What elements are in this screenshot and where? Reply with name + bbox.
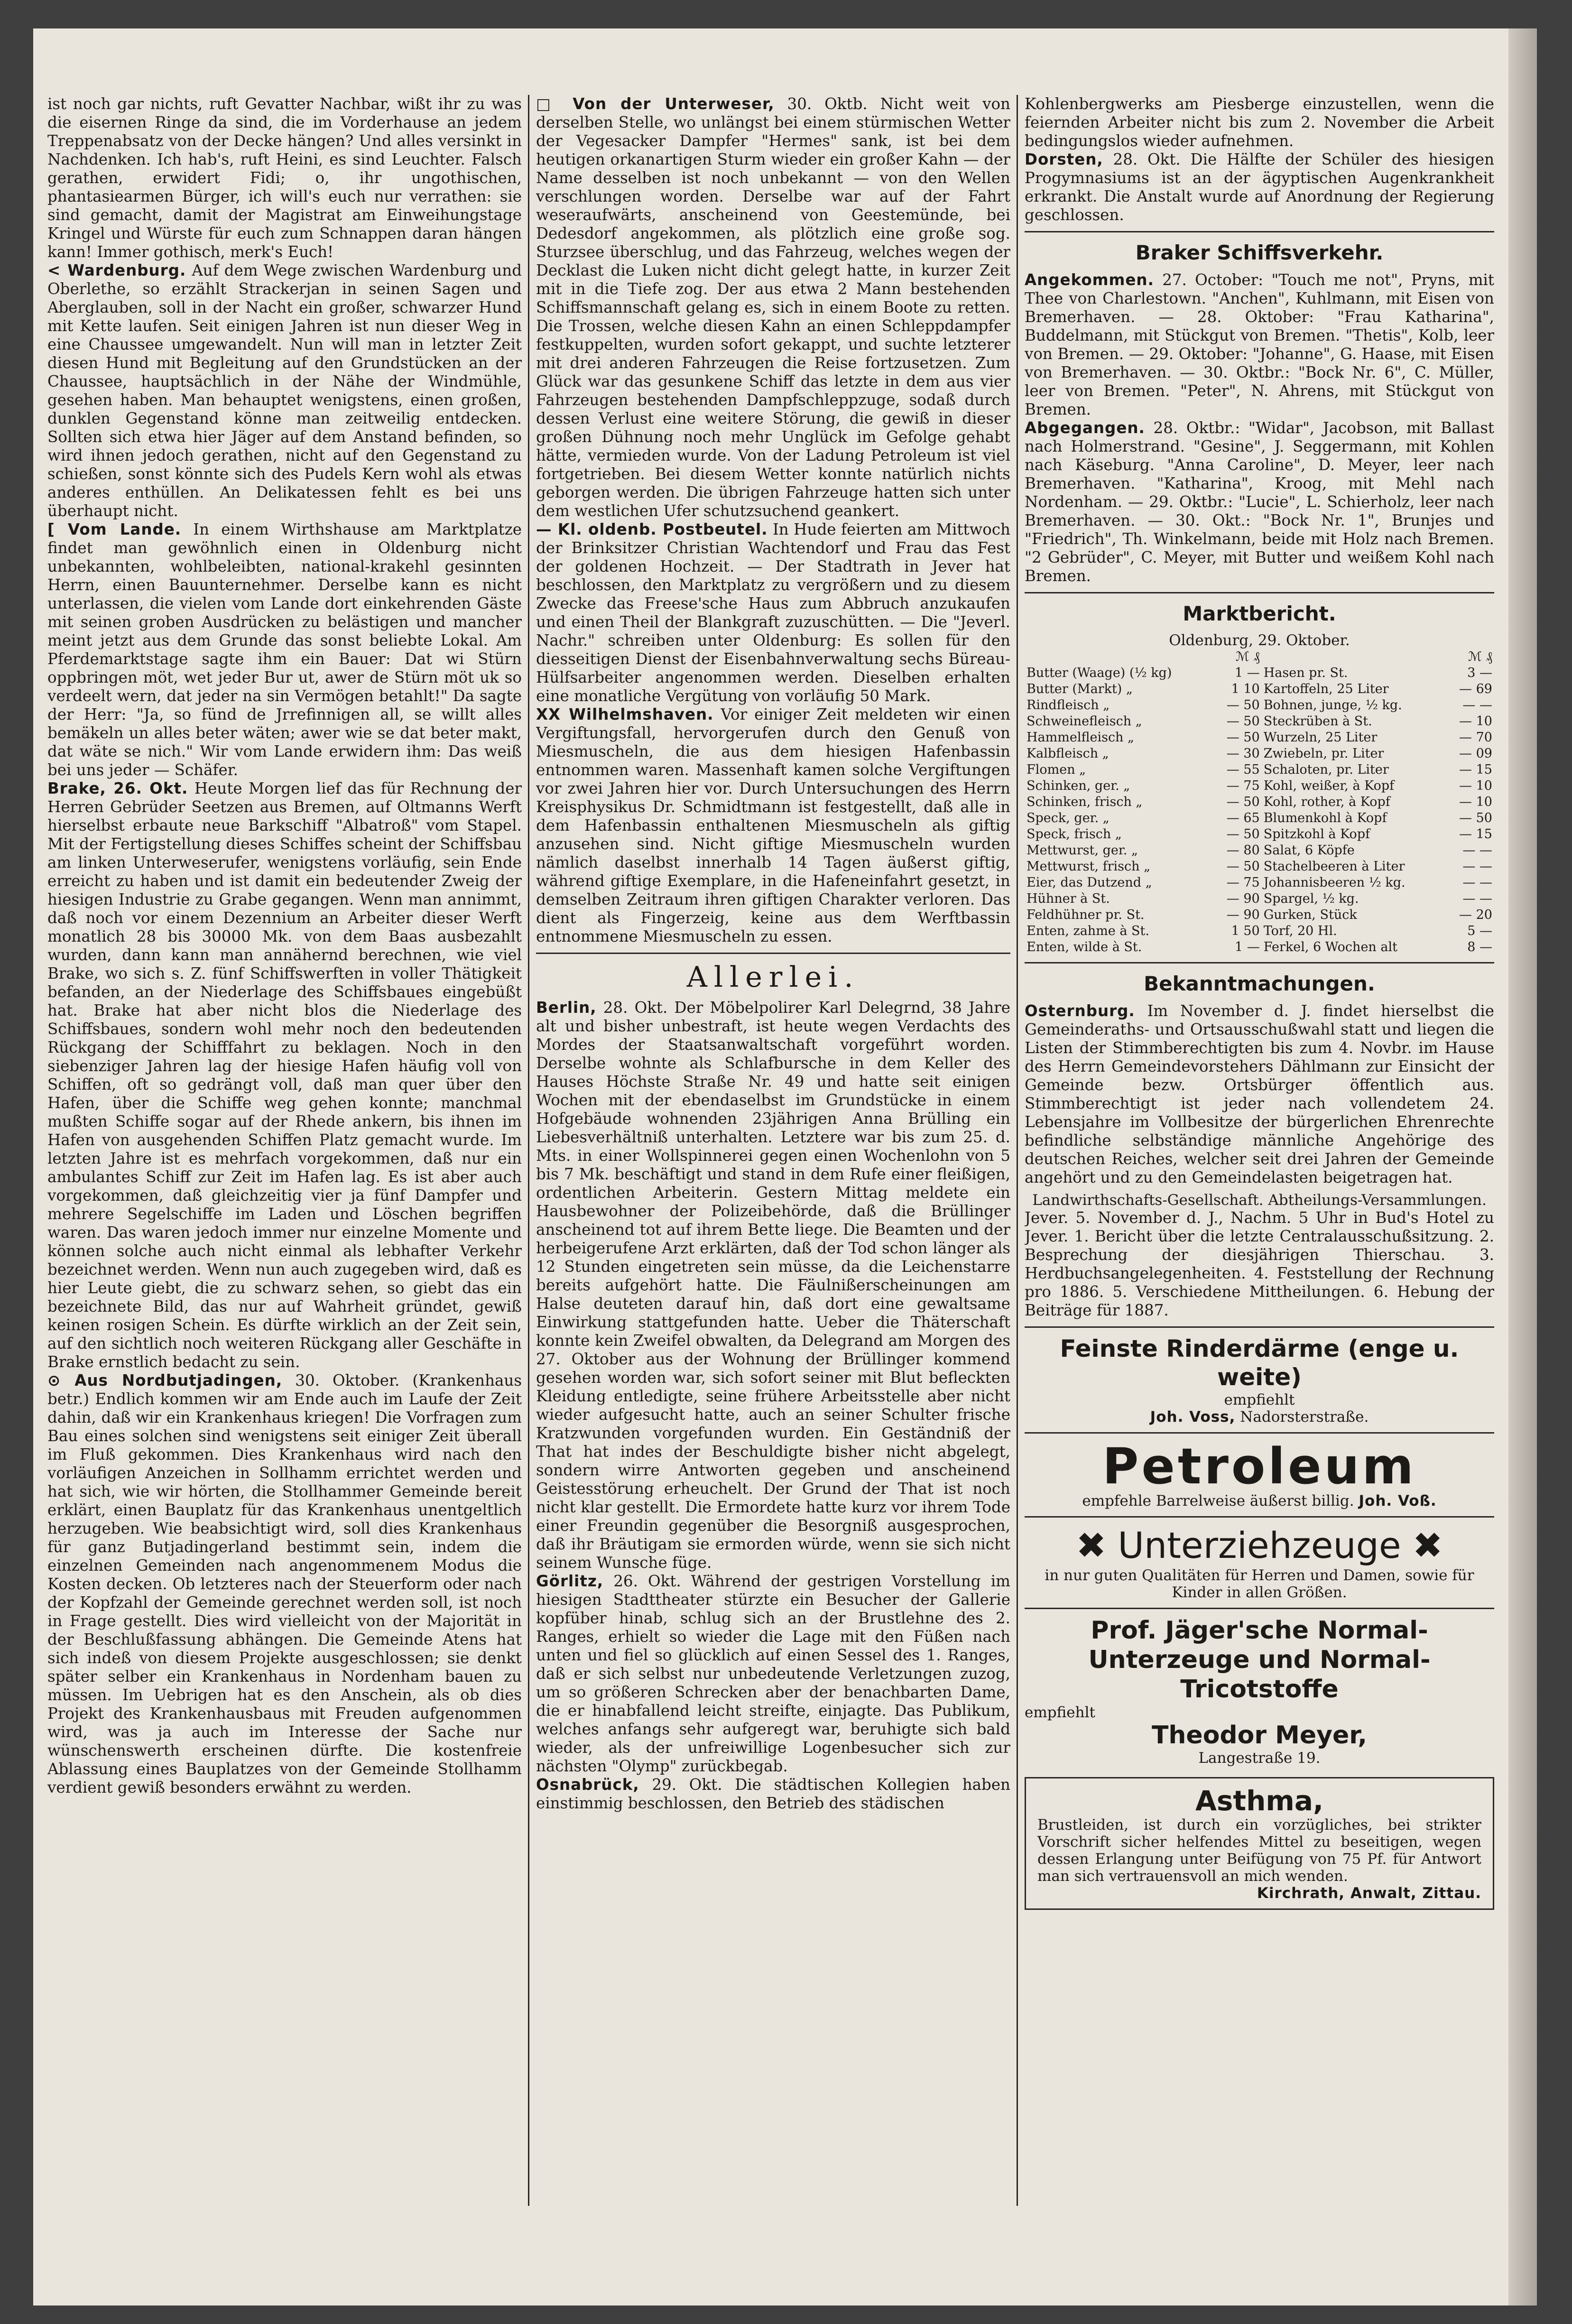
market-item-right: Johannisbeeren ½ kg.	[1263, 875, 1406, 890]
divider	[1025, 1516, 1494, 1518]
market-price-left: — 50	[1226, 714, 1260, 729]
market-price-left: — 55	[1226, 762, 1260, 777]
ad-rinderdaerme-address: Nadorsterstraße.	[1240, 1408, 1369, 1426]
market-item-left: Schinken, ger. „	[1026, 778, 1130, 793]
market-item-right: Gurken, Stück	[1263, 907, 1357, 922]
market-price-left: — 50	[1226, 859, 1260, 874]
market-row	[1025, 794, 1494, 810]
market-row	[1025, 730, 1494, 746]
market-item-right: Kohl, weißer, à Kopf	[1263, 778, 1395, 793]
market-price-right: — —	[1462, 698, 1492, 713]
divider	[1025, 1432, 1494, 1434]
market-row	[1025, 939, 1494, 955]
market-price-left: — 75	[1226, 875, 1260, 890]
article-unterweser: □ Von der Unterweser, 30. Oktb. Nicht weit von derselben Stelle, wo unlängst bei einem stürmischen Wetter der Vegesacker Dampfer "Hermes" sank, ist bei dem heutigen orkanartigen Sturm wieder ein großer Kahn — der Name desselben ist noch unbekannt — von den Wellen verschlungen worden. Derselbe war auf der Fahrt weseraufwärts, anscheinend von Geestemünde, bei Dedesdorf angekommen, als plötzlich eine große sog. Sturzsee überschlug, und das Fahrzeug, welches wegen der Decklast die Luken nicht dicht gelegt hatte, in kurzer Zeit mit in die Tiefe zog. Der aus etwa 2 Mann bestehenden Schiffsmannschaft gelang es, sich in einem Boote zu retten. Die Trossen, welche diesen Kahn an einen Schleppdampfer festkuppelten, wurden sofort gekappt, und suchte letzterer mit drei anderen Fahrzeugen die Reise fortzusetzen. Zum Glück war das gesunkene Schiff das letzte in dem aus vier Fahrzeugen bestehenden Dampfschleppzuge, sodaß durch dessen Verlust eine weitere Störung, die gewiß in dieser großen Dühnung noch mehr Unglück im Gefolge gehabt hätte, vermieden wurde. Von der Ladung Petroleum ist viel fortgetrieben. Bei diesem Wetter konnte natürlich nichts geborgen werden. Die übrigen Fahrzeuge hatten sich unter dem westlichen Ufer schutzsuchend geankert.	[536, 95, 1010, 520]
column-2	[536, 95, 1010, 2249]
market-item-left: Feldhühner pr. St.	[1026, 907, 1145, 922]
market-item-left: Enten, wilde à St.	[1026, 940, 1142, 954]
column-3	[1025, 95, 1494, 2249]
market-row	[1025, 713, 1494, 730]
market-price-left: — 90	[1226, 907, 1260, 922]
schiffsverkehr-angekommen: Angekommen. 27. October: "Touch me not", Pryns, mit Thee von Charlestown. "Anchen", Kuhlmann, mit Eisen von Bremerhaven. — 28. Oktober: "Frau Katharina", Buddelmann, mit Stückgut von Bremen. "Thetis", Kolb, leer von Bremen. — 29. Oktober: "Johanne", G. Haase, mit Eisen von Bremerhaven. — 30. Oktbr.: "Bock Nr. 6", C. Müller, leer von Bremen. "Peter", N. Ahrens, mit Stückgut von Bremen.	[1025, 271, 1494, 418]
market-row	[1025, 826, 1494, 843]
ad-jaeger	[1025, 1616, 1494, 1767]
unit-header-left: ℳ ₰	[1235, 649, 1260, 664]
ad-asthma-title: Asthma,	[1195, 1785, 1324, 1817]
marktbericht-heading: Marktbericht.	[1183, 602, 1336, 625]
column-rule-1	[528, 95, 529, 2206]
divider	[536, 953, 1010, 954]
market-price-right: — —	[1462, 891, 1492, 906]
market-price-left: 1 50	[1231, 924, 1260, 938]
article-osnabrueck-cont: Kohlenbergwerks am Piesberge einzustellen, wenn die feiernden Arbeiter nicht bis zum 2. November die Arbeit bedingungslos wieder aufnehmen.	[1025, 95, 1494, 150]
divider	[1025, 231, 1494, 232]
market-price-left: — 50	[1226, 795, 1260, 809]
market-price-right: — 10	[1459, 795, 1492, 809]
market-item-left: Rindfleisch „	[1026, 698, 1110, 713]
market-price-left: — 50	[1226, 730, 1260, 745]
market-price-right: — 70	[1459, 730, 1492, 745]
market-price-right: — 15	[1459, 827, 1492, 842]
ad-rinderdaerme-name: Joh. Voss,	[1150, 1408, 1236, 1426]
market-row	[1025, 665, 1494, 681]
market-price-left: 1 10	[1231, 682, 1260, 696]
market-price-right: 8 —	[1467, 940, 1492, 954]
market-row	[1025, 875, 1494, 891]
market-item-left: Mettwurst, ger. „	[1026, 843, 1138, 858]
market-row	[1025, 859, 1494, 875]
ad-unterziehzeuge-text: in nur guten Qualitäten für Herren und Damen, sowie für Kinder in allen Größen.	[1045, 1567, 1474, 1601]
market-row	[1025, 681, 1494, 697]
market-price-left: 1 —	[1234, 666, 1260, 680]
article-nordbutjadingen: ⊙ Aus Nordbutjadingen, 30. Oktober. (Krankenhaus betr.) Endlich kommen wir am Ende auch im Laufe der Zeit dahin, daß wir ein Krankenhaus kriegen! Die Vorfragen zum Bau eines solchen sind wenigstens seit einiger Zeit überall im Fluß gekommen. Dies Krankenhaus wird nach den vorläufigen Anzeichen in Sollhamm errichtet werden und hat sich, wie wir hörten, die Stollhammer Gemeinde bereit erklärt, einen Bauplatz für das Krankenhaus unentgeltlich herzugeben. Wie beabsichtigt wird, soll dies Krankenhaus für ganz Butjadingerland bestimmt sein, indem die einzelnen Gemeinden nach angenommenem Modus die Kosten decken. Ob letzteres nach der Steuerform oder nach der Kopfzahl der Gemeinde gerechnet werden soll, ist noch in Frage gestellt. Dies wird vielleicht von der Majorität in der Beschlußfassung abhängen. Die Gemeinde Atens hat sich indeß von diesem Projekte ausgeschlossen; sie denkt später selber ein Krankenhaus in Nordenham bauen zu müssen. Im Uebrigen hat es den Anschein, als ob dies Projekt des Krankenhausbaus mit Freuden aufgenommen wird, was ja auch im Interesse der Sache nur wünschenswerth erscheinen dürfte. Die kostenfreie Ablassung eines Bauplatzes von der Gemeinde Stollhamm verdient gewiß besonders erwähnt zu werden.	[47, 1371, 522, 1796]
notice-osternburg: Osternburg. Im November d. J. findet hierselbst die Gemeinderaths- und Ortsausschußwahl statt und liegen die Listen der Stimmberechtigten bis zum 4. Novbr. im Hause des Herrn Gemeindevorstehers Dählmann zur Einsicht der Gemeinde bezw. Ortsbürger öffentlich aus. Stimmberechtigt ist jeder nach vollendetem 24. Lebensjahre im Vollbesitze der bürgerlichen Ehrenrechte befindliche selbständige männliche Angehörige des deutschen Reiches, welcher seit drei Jahren der Gemeinde angehört und zu den Gemeindelasten beigetragen hat.	[1025, 1002, 1494, 1186]
market-item-right: Stachelbeeren à Liter	[1263, 859, 1405, 874]
market-item-left: Speck, frisch „	[1026, 827, 1122, 842]
market-price-right: — 10	[1459, 714, 1492, 729]
market-price-right: — 20	[1459, 907, 1492, 922]
unit-header-right: ℳ ₰	[1468, 649, 1492, 664]
article-continuation: ist noch gar nichts, ruft Gevatter Nachbar, wißt ihr zu was die eisernen Ringe da sind, die im Vorderhause an jedem Treppenabsatz von der Decke hängen? Und alles versinkt in Nachdenken. Ich hab's, ruft Heini, es sind Leuchter. Falsch gerathen, erwidert Fidi; o, ihr ungothischen, phantasiearmen Bürger, ich will's euch nur verrathen: sie sind gemacht, damit der Magistrat am Einweihungstage Kringel und Würste für euch zum Schnappen daran hängen kann! Immer gothisch, merk's Euch!	[47, 95, 522, 261]
market-item-left: Speck, ger. „	[1026, 811, 1110, 825]
market-item-right: Spitzkohl à Kopf	[1263, 827, 1370, 842]
market-price-right: — 15	[1459, 762, 1492, 777]
ad-jaeger-name: Theodor Meyer,	[1151, 1721, 1368, 1750]
market-row	[1025, 891, 1494, 907]
newspaper-page	[33, 28, 1508, 2305]
market-row	[1025, 923, 1494, 939]
ad-asthma-name: Kirchrath, Anwalt, Zittau.	[1257, 1885, 1481, 1902]
article-wardenburg: < Wardenburg. Auf dem Wege zwischen Wardenburg und Oberlethe, so erzählt Strackerjan in seinen Sagen und Aberglauben, soll in der Nacht ein großer, schwarzer Hund mit Kette laufen. Seit einigen Jahren ist nun dieser Weg in eine Chaussee umgewandelt. Nun will man in letzter Zeit diesen Hund mit Begleitung auf den Grundstücken an der Chaussee, hauptsächlich in der Nähe der Windmühle, gesehen haben. Man behauptet wenigstens, einen großen, dunklen Gegenstand könne man zeitweilig entdecken. Sollten sich etwa hier Jäger auf dem Anstand befinden, so wird ihnen jedoch gerathen, nicht auf den Gegenstand zu schießen, sonst könnte sich des Pudels Kern wohl als etwas anderes enthüllen. An Delikatessen fehlt es bei uns überhaupt nicht.	[47, 261, 522, 520]
market-price-left: — 50	[1226, 827, 1260, 842]
ad-unterziehzeuge-title: ✖ Unterziehzeuge ✖	[1076, 1524, 1443, 1566]
market-item-right: Schaloten, pr. Liter	[1263, 762, 1389, 777]
ad-jaeger-title: Prof. Jäger'sche Normal-Unterzeuge und Normal-Tricotstoffe	[1088, 1616, 1431, 1704]
market-item-left: Flomen „	[1026, 762, 1086, 777]
market-item-left: Schinken, frisch „	[1026, 795, 1143, 809]
market-item-right: Wurzeln, 25 Liter	[1263, 730, 1378, 745]
market-item-left: Butter (Waage) (½ kg)	[1026, 666, 1172, 680]
market-item-left: Schweinefleisch „	[1026, 714, 1142, 729]
marktbericht-table	[1025, 649, 1494, 955]
market-item-right: Salat, 6 Köpfe	[1263, 843, 1355, 858]
article-osnabrueck: Osnabrück, 29. Okt. Die städtischen Kollegien haben einstimmig beschlossen, den Betrieb des städischen	[536, 1776, 1010, 1812]
ad-rinderdaerme-sub: empfiehlt	[1224, 1391, 1295, 1408]
market-row	[1025, 907, 1494, 923]
ad-unterziehzeuge	[1025, 1524, 1494, 1601]
market-item-left: Kalbfleisch „	[1026, 746, 1109, 761]
market-item-left: Hühner à St.	[1026, 891, 1110, 906]
ad-petroleum	[1025, 1437, 1494, 1509]
ad-petroleum-title: Petroleum	[1102, 1437, 1416, 1495]
market-item-left: Hammelfleisch „	[1026, 730, 1135, 745]
market-item-right: Torf, 20 Hl.	[1263, 924, 1337, 938]
market-item-right: Blumenkohl à Kopf	[1263, 811, 1387, 825]
market-item-left: Mettwurst, frisch „	[1026, 859, 1151, 874]
market-price-right: — 09	[1459, 746, 1492, 761]
divider	[1025, 962, 1494, 963]
market-price-left: — 80	[1226, 843, 1260, 858]
divider	[1025, 1608, 1494, 1609]
market-price-right: — 69	[1459, 682, 1492, 696]
market-row	[1025, 746, 1494, 762]
market-row	[1025, 810, 1494, 826]
notice-landwirthschaft-title: Landwirthschafts-Gesellschaft. Abtheilungs-Versammlungen.	[1032, 1192, 1487, 1209]
market-price-right: — 50	[1459, 811, 1492, 825]
allerlei-heading: Allerlei.	[686, 961, 860, 994]
ad-petroleum-text: empfehle Barrelweise äußerst billig.	[1082, 1492, 1354, 1509]
ad-rinderdaerme	[1025, 1334, 1494, 1426]
notice-landwirthschaft-text: Jever. 5. November d. J., Nachm. 5 Uhr in Bud's Hotel zu Jever. 1. Bericht über die letzte Centralausschußsitzung. 2. Besprechung der diesjährigen Thierschau. 3. Herdbuchsangelegenheiten. 4. Feststellung der Rechnung pro 1886. 5. Verschiedene Mittheilungen. 6. Hebung der Beiträge für 1887.	[1025, 1209, 1494, 1319]
page-edge	[1508, 28, 1537, 2305]
market-item-left: Butter (Markt) „	[1026, 682, 1133, 696]
market-price-right: — —	[1462, 875, 1492, 890]
market-item-right: Kartoffeln, 25 Liter	[1263, 682, 1389, 696]
ad-petroleum-name: Joh. Voß.	[1359, 1492, 1437, 1509]
market-price-left: 1 —	[1234, 940, 1260, 954]
schiffsverkehr-abgegangen: Abgegangen. 28. Oktbr.: "Widar", Jacobson, mit Ballast nach Holmerstrand. "Gesine", J. Seggermann, mit Kohlen nach Käseburg. "Anna Caroline", D. Meyer, leer nach Bremerhaven. "Katharina", Kroog, mit Mehl nach Nordenham. — 29. Oktbr.: "Lucie", L. Schierholz, leer nach Bremerhaven. — 30. Okt.: "Bock Nr. 1", Brunjes und "Friedrich", Th. Winkelmann, beide mit Holz nach Bremen. "2 Gebrüder", C. Meyer, mit Butter und weißem Kohl nach Bremen.	[1025, 419, 1494, 585]
market-price-right: 5 —	[1467, 924, 1492, 938]
market-price-right: — 10	[1459, 778, 1492, 793]
bekanntmachungen-heading: Bekanntmachungen.	[1144, 972, 1375, 995]
marktbericht-date: Oldenburg, 29. Oktober.	[1169, 632, 1350, 649]
market-price-left: — 65	[1226, 811, 1260, 825]
market-price-left: — 50	[1226, 698, 1260, 713]
market-item-left: Eier, das Dutzend „	[1026, 875, 1152, 890]
article-brake: Brake, 26. Okt. Heute Morgen lief das für Rechnung der Herren Gebrüder Seetzen aus Bremen, auf Oltmanns Werft hierselbst erbaute neue Barkschiff "Albatroß" vom Stapel. Mit der Fertigstellung dieses Schiffes scheint der Schiffsbau am linken Unterweserufer, wenigstens vorläufig, sein Ende erreicht zu haben und ist damit ein bedeutender Zweig der hiesigen Industrie zu Grabe gegangen. Wenn man annimmt, daß noch vor einem Dezennium an Arbeiter dieser Werft monatlich 28 bis 30000 Mk. von dem Baas ausbezahlt wurden, dann kann man annähernd berechnen, wie viel Brake, wo sich s. Z. fünf Schiffswerften in voller Thätigkeit befanden, an der Niederlage des Schiffsbaues eingebüßt hat. Brake hat aber nicht blos die Niederlage des Schiffsbaues, sondern wohl mehr noch den bedeutenden Rückgang der Schifffahrt zu beklagen. Noch in den siebenziger Jahren lag der hiesige Hafen häufig voll von Schiffen, oft so gedrängt voll, daß man quer über den Hafen, über die Schiffe weg gehen konnte; manchmal mußten Schiffe sogar auf der Rhede ankern, bis ihnen im Hafen von ausgehenden Schiffen Platz gemacht wurde. Im letzten Jahre ist es mehrfach vorgekommen, daß nur ein ambulantes Schiff zur Zeit im Hafen lag. Es ist aber auch vorgekommen, daß gleichzeitig vier ja fünf Dampfer und mehrere Segelschiffe im Laden und Löschen begriffen waren. Das waren jedoch immer nur einzelne Momente und können solche auch nicht einmal als lebhafter Verkehr bezeichnet werden. Wenn nun auch zugegeben wird, daß es hier Leute giebt, die zu schwarz sehen, so giebt das ein bezeichnete Bild, das nur auf Wahrheit gründet, gewiß keinen rosigen Schein. Es dürfte wirklich an der Zeit sein, auf den sichtlich noch weiteren Rückgang aller Geschäfte in Brake ernstlich bedacht zu sein.	[47, 779, 522, 1371]
divider	[1025, 592, 1494, 593]
market-row	[1025, 778, 1494, 794]
schiffsverkehr-heading: Braker Schiffsverkehr.	[1135, 241, 1384, 264]
column-rule-2	[1017, 95, 1018, 2206]
market-item-right: Steckrüben à St.	[1263, 714, 1372, 729]
market-item-right: Hasen pr. St.	[1263, 666, 1348, 680]
market-item-right: Kohl, rother, à Kopf	[1263, 795, 1390, 809]
market-price-right: — —	[1462, 843, 1492, 858]
market-item-left: Enten, zahme à St.	[1026, 924, 1149, 938]
ad-jaeger-address: Langestraße 19.	[1198, 1750, 1321, 1767]
ad-rinderdaerme-title: Feinste Rinderdärme (enge u. weite)	[1060, 1335, 1459, 1391]
market-row	[1025, 843, 1494, 859]
divider	[1025, 1326, 1494, 1328]
article-goerlitz: Görlitz, 26. Okt. Während der gestrigen Vorstellung im hiesigen Stadttheater stürzte ein Besucher der Gallerie kopfüber hinab, schlug sich an der Brustlehne des 2. Ranges, erhielt so wieder die Lage mit den Füßen nach unten und fiel so glücklich auf einen Sessel des 1. Ranges, daß er sich selbst nur unbedeutende Verletzungen zuzog, um so größeren Schrecken aber der benachbarten Dame, die er hinabfallend leicht streifte, einjagte. Das Publikum, welches anfangs sehr aufgeregt war, beruhigte sich bald wieder, als der unfreiwillige Logenbesucher sich zur nächsten "Olymp" zurückbegab.	[536, 1572, 1010, 1775]
article-vom-lande: [ Vom Lande. In einem Wirthshause am Marktplatze findet man gewöhnlich einen in Oldenburg nicht unbekannten, wohlbeleibten, national-krakehl gesinnten Herrn, einen Bauunternehmer. Derselbe kann es nicht unterlassen, die vielen vom Lande dort einkehrenden Gäste mit seinen groben Ausdrücken zu belästigen und mancher meint jetzt aus dem Grunde das sonst beliebte Lokal. Am Pferdemarktstage sagte ihm ein Bauer: Dat wi Stürn oppbringen möt, wet jeder Bur ut, awer de Stürn möt uk so verdeelt wern, dat jeder na sin Vermögen betahlt!" Da sagte der Herr: "Ja, so fünd de Jrrefinnigen all, se willt alles bemäkeln un alles beter wäten; awer wie se dat beter makt, dat wäte se nich." Wir vom Lande erwidern ihm: Das weiß bei uns jeder — Schäfer.	[47, 520, 522, 779]
ad-asthma	[1025, 1777, 1494, 1910]
market-price-left: — 75	[1226, 778, 1260, 793]
article-wilhelmshaven: XX Wilhelmshaven. Vor einiger Zeit meldeten wir einen Vergiftungsfall, hervorgerufen durch den Genuß von Miesmuscheln, die aus dem hiesigen Hafenbassin entnommen waren. Massenhaft kamen solche Vergiftungen vor zwei Jahren hier vor. Durch Untersuchungen des Herrn Kreisphysikus Dr. Schmidtmann ist festgestellt, daß alle in dem Hafenbassin enthaltenen Miesmuscheln als giftig anzusehen sind. Nicht giftige Miesmuscheln wurden nämlich daselbst innerhalb 14 Tagen äußerst giftig, während giftige Exemplare, in die Hafeneinfahrt gesetzt, in demselben Zeitraum ihren giftigen Charakter verloren. Das dient als Fingerzeig, keine aus dem Werftbassin entnommene Miesmuscheln zu essen.	[536, 705, 1010, 945]
market-price-left: — 30	[1226, 746, 1260, 761]
market-item-right: Spargel, ½ kg.	[1263, 891, 1359, 906]
market-item-right: Zwiebeln, pr. Liter	[1263, 746, 1384, 761]
ad-asthma-text: Brustleiden, ist durch ein vorzügliches, bei strikter Vorschrift sicher helfendes Mittel zu beseitigen, wegen dessen Erlangung unter Beifügung von 75 Pf. für Antwort man sich vertrauensvoll an mich wenden.	[1037, 1816, 1481, 1885]
market-item-right: Ferkel, 6 Wochen alt	[1263, 940, 1397, 954]
market-price-right: 3 —	[1467, 666, 1492, 680]
article-berlin: Berlin, 28. Okt. Der Möbelpolirer Karl Delegrnd, 38 Jahre alt und bisher unbestraft, ist heute wegen Verdachts des Mordes der Staatsanwaltschaft vorgeführt worden. Derselbe wohnte als Schlafbursche in dem Keller des Hauses Höchste Straße Nr. 49 und hatte seit einigen Wochen mit der ebendaselbst im Grundstücke in einem Hofgebäude wohnenden 23jährigen Anna Brülling ein Liebesverhältniß unterhalten. Letztere war bis zum 25. d. Mts. in einer Wollspinnerei gegen einen Wochenlohn von 5 bis 7 Mk. beschäftigt und stand in dem Rufe einer fleißigen, ordentlichen Arbeiterin. Gestern Mittag meldete ein Hausbewohner der Polizeibehörde, daß die Brüllinger anscheinend tot auf ihrem Bette liege. Die Beamten und der herbeigerufene Arzt erklärten, daß der Tod schon länger als 12 Stunden eingetreten sein müsse, da die Leichenstarre bereits aufgehört hatte. Die Fäulnißerscheinungen am Halse deuteten darauf hin, daß dort eine gewaltsame Einwirkung stattgefunden hatte. Ueber die Thäterschaft konnte kein Zweifel obwalten, da Delegrand am Morgen des 27. Oktober aus der Wohnung der Brüllinger kommend gesehen worden war, sich sofort seiner mit Blut befleckten Kleidung entledigte, seine frühere Arbeitsstelle aber nicht wieder aufgesucht hatte, auch an seiner Schulter frische Kratzwunden vorgefunden wurden. Ein Geständniß der That hat indes der Beschuldigte bisher nicht abgelegt, sondern wirre Antworten gegeben und anscheinend Geistesstörung erheuchelt. Der Grund der That ist noch nicht klar gestellt. Die Ermordete hatte kurz vor ihrem Tode einer Freundin gegenüber die Besorgniß ausgesprochen, daß ihr Bräutigam sie ermorden würde, wenn sie sich nicht seinem Wunsche füge.	[536, 999, 1010, 1572]
market-price-left: — 90	[1226, 891, 1260, 906]
article-postbeutel: — Kl. oldenb. Postbeutel. In Hude feierten am Mittwoch der Brinksitzer Christian Wachtendorf und Frau das Fest der goldenen Hochzeit. — Der Stadtrath in Jever hat beschlossen, den Marktplatz zu vergrößern und zu diesem Zwecke das Freese'sche Haus zum Abbruch anzukaufen und einen Theil der Blankgraft zuzuschütten. — Die "Jeverl. Nachr." schreiben unter Oldenburg: Es sollen für den diesseitigen Dienst der Eisenbahnverwaltung sechs Büreau-Hülfsarbeiter angenommen werden. Dieselben erhalten eine monatliche Vergütung von vorläufig 50 Mark.	[536, 520, 1010, 705]
market-price-right: — —	[1462, 859, 1492, 874]
market-item-right: Bohnen, junge, ½ kg.	[1263, 698, 1402, 713]
article-dorsten: Dorsten, 28. Okt. Die Hälfte der Schüler des hiesigen Progymnasiums ist an der ägyptischen Augenkrankheit erkrankt. Die Anstalt wurde auf Anordnung der Regierung geschlossen.	[1025, 150, 1494, 224]
ad-jaeger-sub: empfiehlt	[1025, 1704, 1095, 1721]
market-row	[1025, 697, 1494, 713]
market-row	[1025, 762, 1494, 778]
column-1	[47, 95, 522, 2249]
